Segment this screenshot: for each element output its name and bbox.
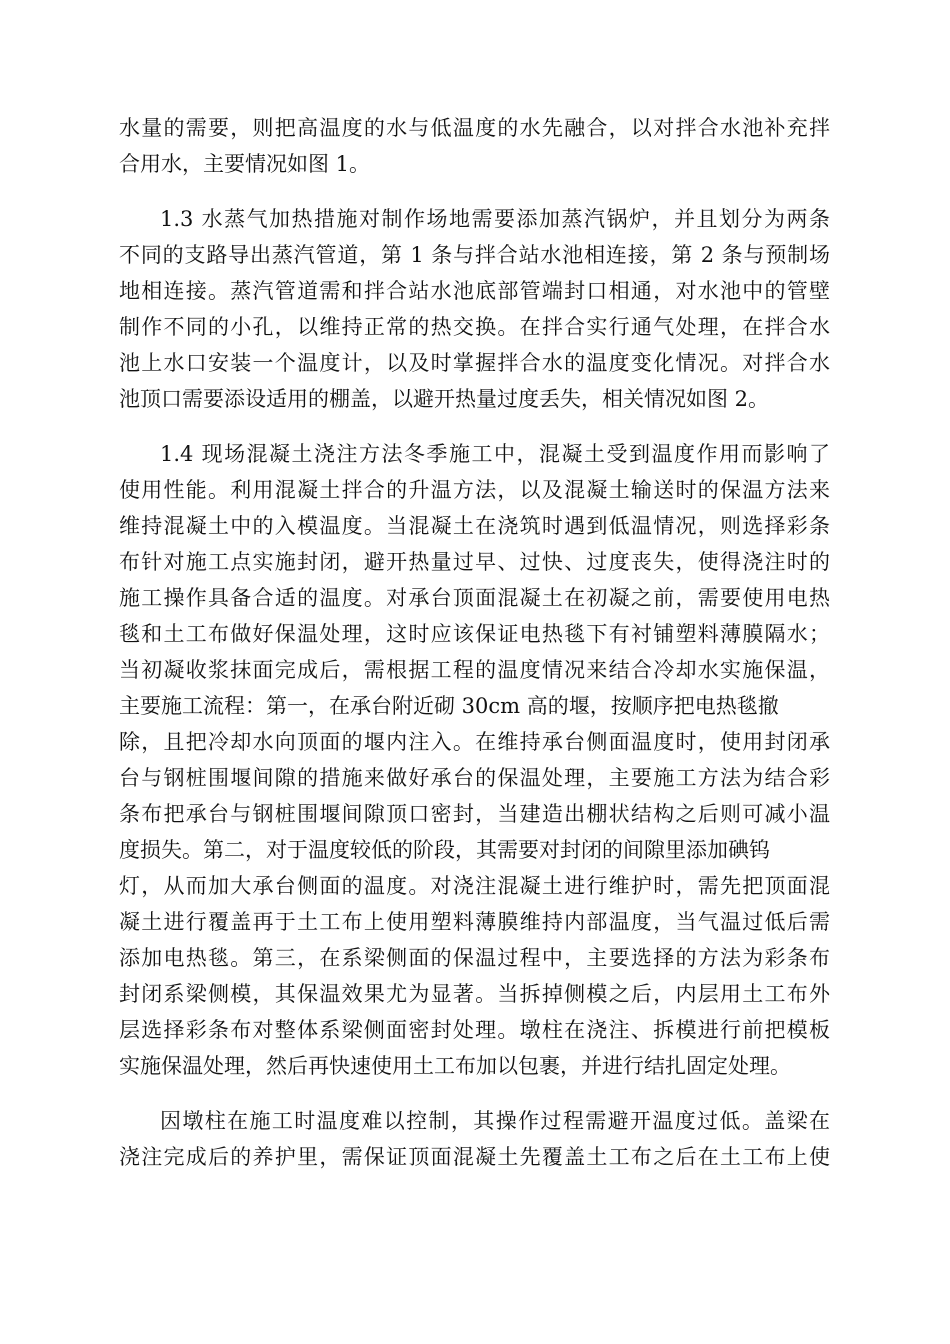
text-line: 制作不同的小孔，以维持正常的热交换。在拌合实行通气处理，在拌合水 — [119, 315, 830, 339]
text-line: 除，且把冷却水向顶面的堰内注入。在维持承台侧面温度时，使用封闭承 — [119, 730, 830, 754]
text-line: 池顶口需要添设适用的棚盖，以避开热量过度丢失，相关情况如图 2。 — [119, 387, 770, 411]
text-line: 封闭系梁侧模，其保温效果尤为显著。当拆掉侧模之后，内层用土工布外 — [119, 982, 830, 1006]
text-line: 水量的需要，则把高温度的水与低温度的水先融合，以对拌合水池补充拌 — [119, 116, 830, 140]
paragraph-heading-1-3: 1.3 水蒸气加热措施对制作场地需要添加蒸汽锅炉，并且划分为两条 — [160, 207, 830, 231]
text-line: 浇注完成后的养护里，需保证顶面混凝土先覆盖土工布之后在土工布上使 — [119, 1145, 830, 1169]
text-line: 毯和土工布做好保温处理，这时应该保证电热毯下有衬铺塑料薄膜隔水； — [119, 622, 830, 646]
text-line: 地相连接。蒸汽管道需和拌合站水池底部管端封口相通，对水池中的管壁 — [119, 279, 830, 303]
text-line: 主要施工流程：第一，在承台附近砌 30cm 高的堰，按顺序把电热毯撤 — [119, 694, 779, 718]
text-line: 当初凝收浆抹面完成后，需根据工程的温度情况来结合冷却水实施保温， — [119, 658, 830, 682]
text-line: 条布把承台与钢桩围堰间隙顶口密封，当建造出棚状结构之后则可减小温 — [119, 802, 830, 826]
text-line: 池上水口安装一个温度计，以及时掌握拌合水的温度变化情况。对拌合水 — [119, 351, 830, 375]
text-line: 实施保温处理，然后再快速使用土工布加以包裹，并进行结扎固定处理。 — [119, 1054, 791, 1078]
text-line: 层选择彩条布对整体系梁侧面密封处理。墩柱在浇注、拆模进行前把模板 — [119, 1018, 830, 1042]
text-line: 灯，从而加大承台侧面的温度。对浇注混凝土进行维护时，需先把顶面混 — [119, 874, 830, 898]
text-line: 添加电热毯。第三，在系梁侧面的保温过程中，主要选择的方法为彩条布 — [119, 946, 830, 970]
text-line: 度损失。第二，对于温度较低的阶段，其需要对封闭的间隙里添加碘钨 — [119, 838, 770, 862]
paragraph-start: 因墩柱在施工时温度难以控制，其操作过程需避开温度过低。盖梁在 — [160, 1109, 830, 1133]
text-line: 合用水，主要情况如图 1。 — [119, 152, 371, 176]
text-line: 不同的支路导出蒸汽管道，第 1 条与拌合站水池相连接，第 2 条与预制场 — [119, 243, 830, 267]
text-line: 使用性能。利用混凝土拌合的升温方法，以及混凝土输送时的保温方法来 — [119, 478, 830, 502]
paragraph-heading-1-4: 1.4 现场混凝土浇注方法冬季施工中，混凝土受到温度作用而影响了 — [160, 442, 830, 466]
text-line: 维持混凝土中的入模温度。当混凝土在浇筑时遇到低温情况，则选择彩条 — [119, 514, 830, 538]
text-line: 布针对施工点实施封闭，避开热量过早、过快、过度丧失，使得浇注时的 — [119, 550, 830, 574]
text-line: 凝土进行覆盖再于土工布上使用塑料薄膜维持内部温度，当气温过低后需 — [119, 910, 830, 934]
text-line: 台与钢桩围堰间隙的措施来做好承台的保温处理，主要施工方法为结合彩 — [119, 766, 830, 790]
text-line: 施工操作具备合适的温度。对承台顶面混凝土在初凝之前，需要使用电热 — [119, 586, 830, 610]
